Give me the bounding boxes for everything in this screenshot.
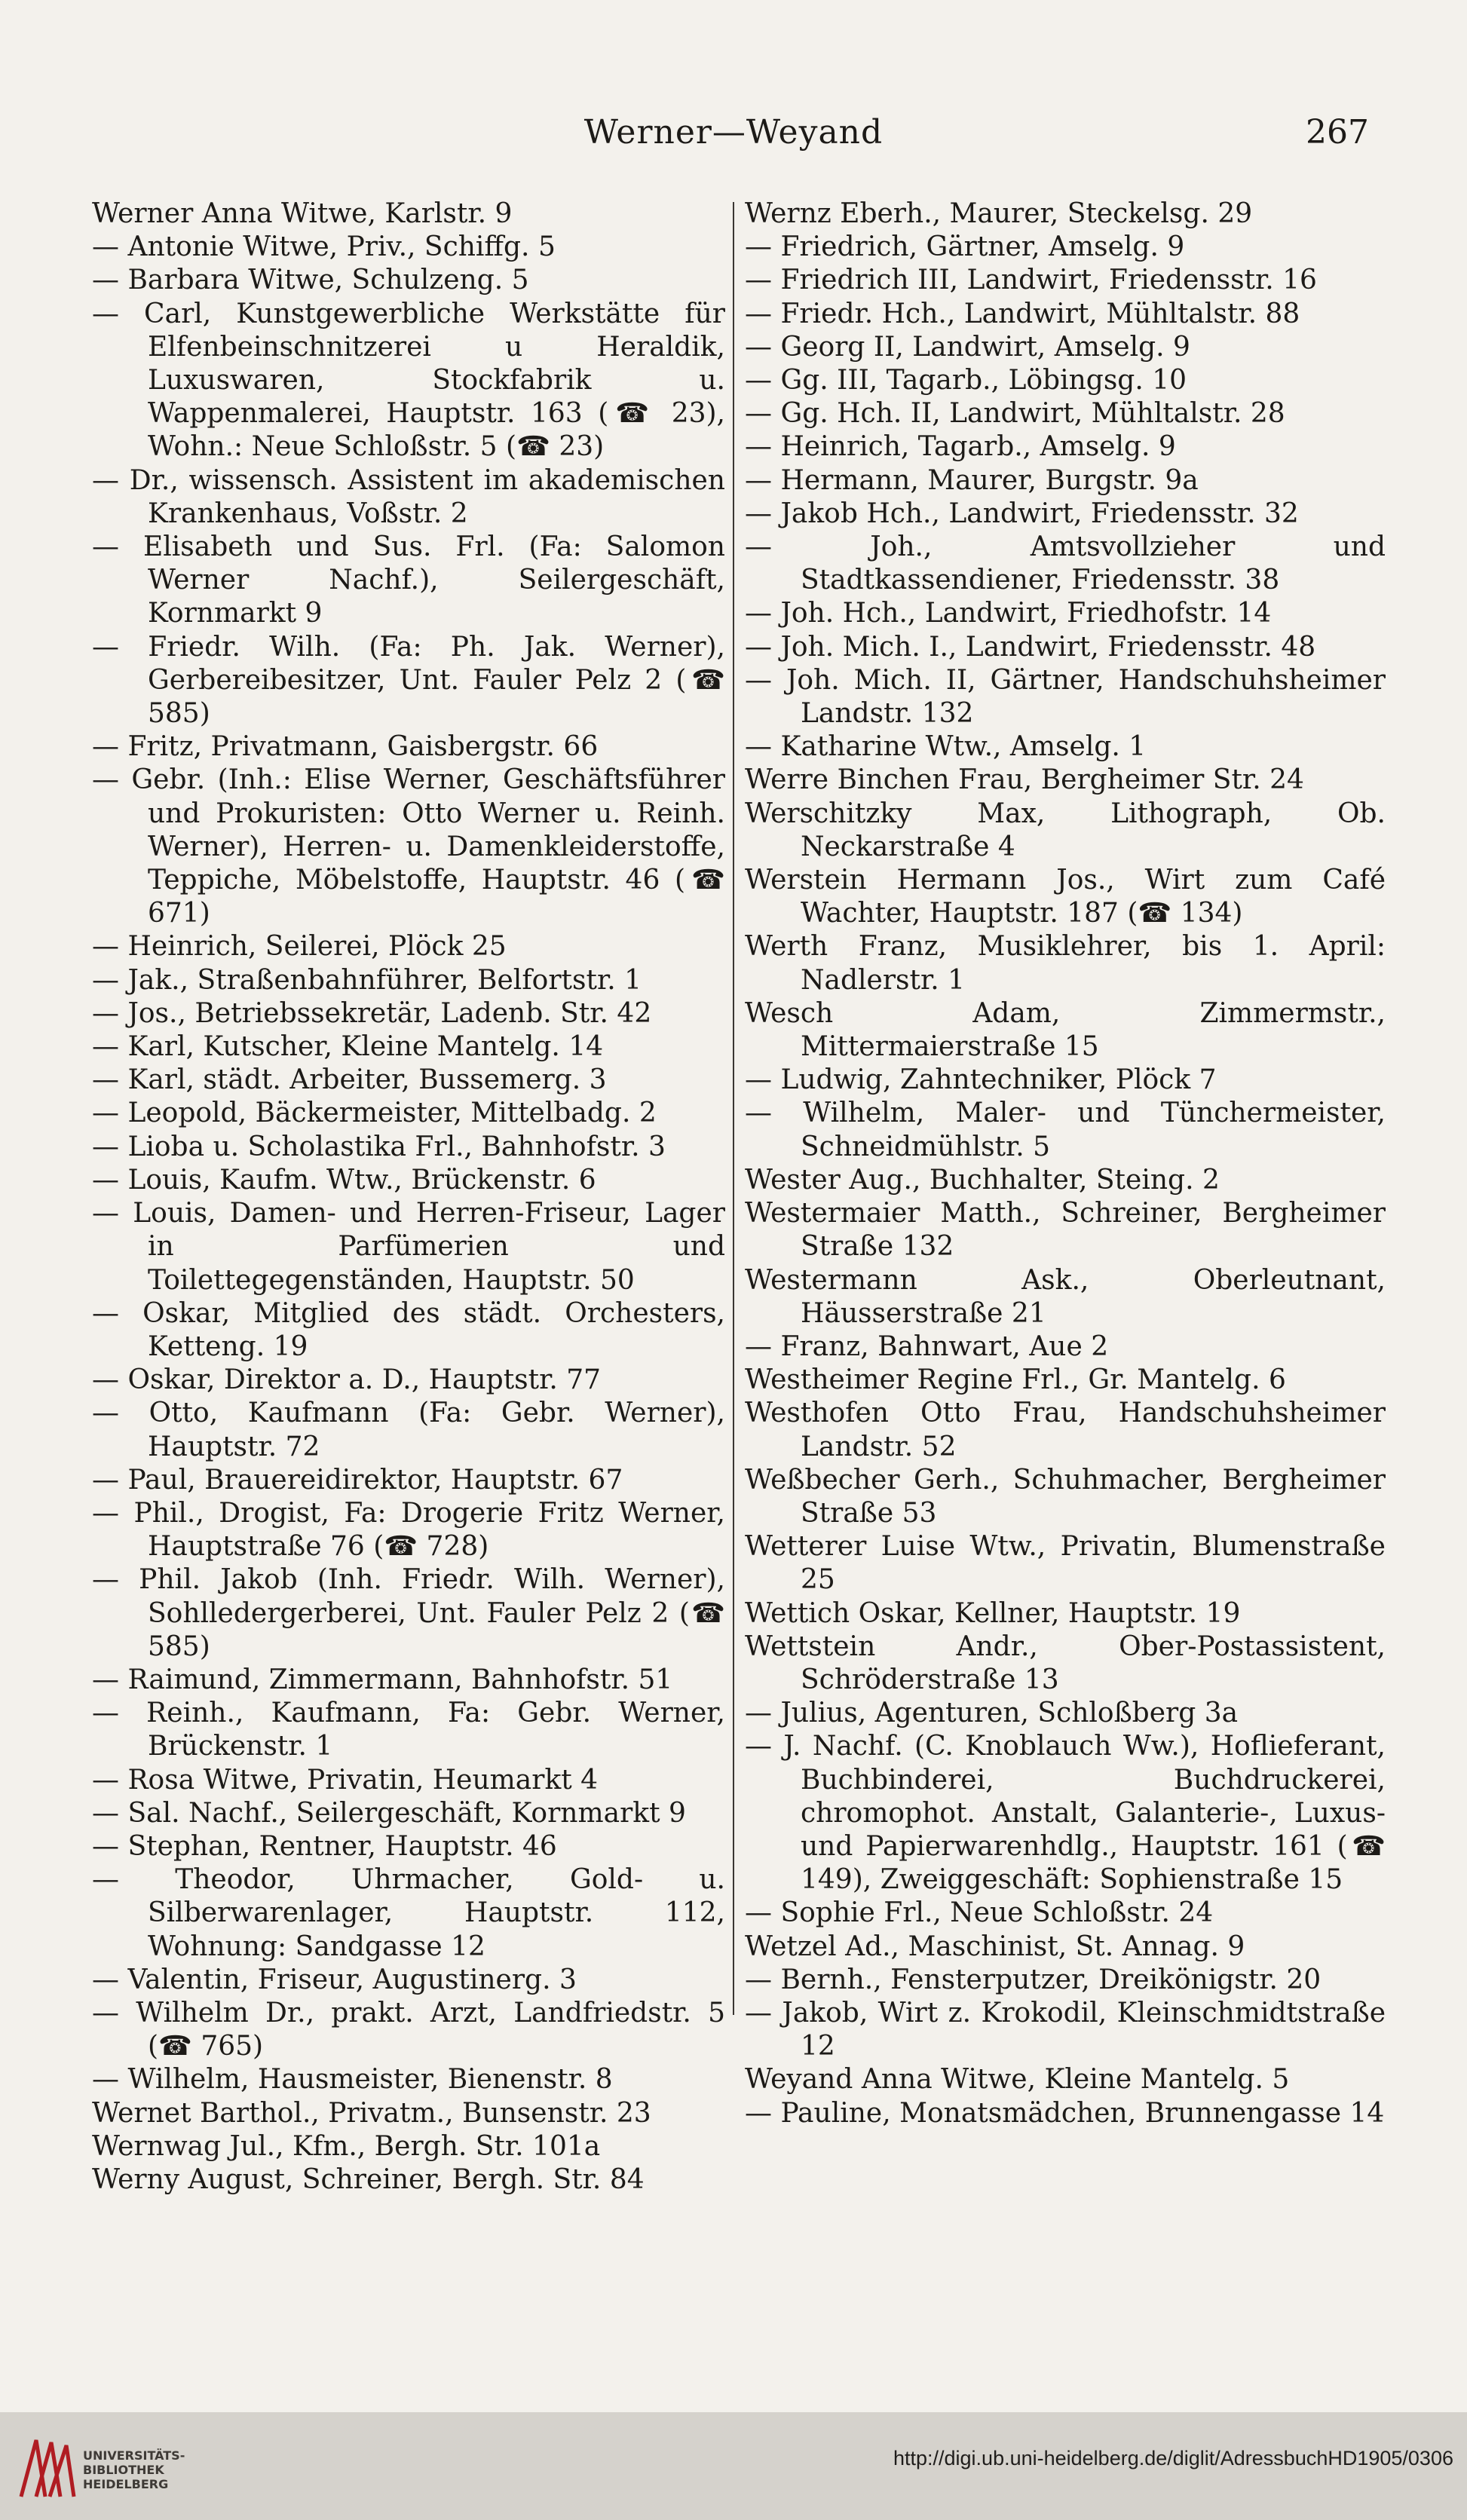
directory-entry: — Franz, Bahnwart, Aue 2 (745, 1330, 1109, 1362)
directory-entry: Wetzel Ad., Maschinist, St. Annag. 9 (745, 1931, 1245, 1962)
running-head: Werner—Weyand (583, 113, 884, 152)
source-url-link[interactable]: http://digi.ub.uni-heidelberg.de/diglit/AdressbuchHD1905/0306 (893, 2447, 1453, 2469)
directory-entry: Werstein Hermann Jos., Wirt zum Café Wachter, Hauptstr. 187 (☎ 134) (745, 865, 1386, 929)
directory-entry: — Jos., Betriebssekretär, Ladenb. Str. 42 (92, 997, 652, 1029)
library-name-line-3: HEIDELBERG (83, 2477, 169, 2491)
library-seal-icon (14, 2429, 78, 2504)
directory-entry: — Dr., wissensch. Assistent im akademischen Krankenhaus, Voßstr. 2 (92, 464, 725, 529)
directory-entry: — Raimund, Zimmermann, Bahnhofstr. 51 (92, 1664, 673, 1695)
directory-entry: Wesch Adam, Zimmermstr., Mittermaierstraße 15 (745, 997, 1386, 1063)
directory-entry: — Julius, Agenturen, Schloßberg 3a (745, 1698, 1239, 1729)
library-name (83, 2448, 185, 2491)
directory-entry: Weßbecher Gerh., Schuhmacher, Bergheimer Straße 53 (745, 1464, 1386, 1529)
page-header (0, 113, 1467, 166)
directory-entry: Werschitzky Max, Lithograph, Ob. Neckarstraße 4 (745, 798, 1386, 862)
directory-entry: — Wilhelm, Hausmeister, Bienenstr. 8 (92, 2064, 613, 2096)
directory-entry: — Paul, Brauereidirektor, Hauptstr. 67 (92, 1464, 623, 1496)
directory-entry: — Louis, Damen- und Herren-Friseur, Lager in Parfümerien und Toilettegegenständen, Hauptstr. 50 (92, 1198, 725, 1296)
column-divider (733, 202, 734, 2015)
directory-entry: — Joh. Hch., Landwirt, Friedhofstr. 14 (745, 598, 1272, 629)
directory-entry: — Friedr. Wilh. (Fa: Ph. Jak. Werner), Gerbereibesitzer, Unt. Fauler Pelz 2 (☎ 585) (92, 631, 725, 730)
directory-entry: — Ludwig, Zahntechniker, Plöck 7 (745, 1064, 1217, 1096)
directory-entry: Wettstein Andr., Ober-Postassistent, Schröderstraße 13 (745, 1630, 1386, 1695)
directory-entry: — Oskar, Mitglied des städt. Orchesters, Ketteng. 19 (92, 1297, 725, 1362)
library-name-line-1: UNIVERSITÄTS- (83, 2448, 185, 2463)
directory-entry: — Pauline, Monatsmädchen, Brunnengasse 14 (745, 2097, 1385, 2129)
directory-entry: Weyand Anna Witwe, Kleine Mantelg. 5 (745, 2064, 1290, 2096)
directory-entry: Wester Aug., Buchhalter, Steing. 2 (745, 1164, 1220, 1196)
directory-entry: — Antonie Witwe, Priv., Schiffg. 5 (92, 231, 556, 263)
directory-entry: — Bernh., Fensterputzer, Dreikönigstr. 20 (745, 1964, 1322, 1995)
directory-entry: Werner Anna Witwe, Karlstr. 9 (92, 198, 513, 229)
directory-entry: — Katharine Wtw., Amselg. 1 (745, 731, 1147, 763)
directory-entry: — Joh. Mich. I., Landwirt, Friedensstr. 48 (745, 631, 1316, 663)
directory-entry: — Jakob Hch., Landwirt, Friedensstr. 32 (745, 498, 1299, 529)
directory-entry: — Phil., Drogist, Fa: Drogerie Fritz Werner, Hauptstraße 76 (☎ 728) (92, 1497, 725, 1563)
directory-entry: — Heinrich, Seilerei, Plöck 25 (92, 931, 507, 963)
directory-entry: — Heinrich, Tagarb., Amselg. 9 (745, 431, 1176, 463)
directory-entry: — Reinh., Kaufmann, Fa: Gebr. Werner, Brückenstr. 1 (92, 1698, 725, 1762)
directory-entry: Werth Franz, Musiklehrer, bis 1. April: Nadlerstr. 1 (745, 931, 1386, 996)
directory-entry: — Valentin, Friseur, Augustinerg. 3 (92, 1964, 577, 1995)
directory-entry: Wettich Oskar, Kellner, Hauptstr. 19 (745, 1597, 1241, 1629)
directory-entry: — Wilhelm Dr., prakt. Arzt, Landfriedstr. 5 (☎ 765) (92, 1997, 725, 2062)
directory-entry: — Sophie Frl., Neue Schloßstr. 24 (745, 1897, 1214, 1929)
page-number: 267 (1306, 113, 1369, 152)
directory-entry: — Friedrich III, Landwirt, Friedensstr. 16 (745, 265, 1317, 296)
directory-entry: — Friedrich, Gärtner, Amselg. 9 (745, 231, 1185, 263)
directory-entry: — Georg II, Landwirt, Amselg. 9 (745, 331, 1190, 363)
directory-entry: — Karl, Kutscher, Kleine Mantelg. 14 (92, 1031, 604, 1063)
directory-entry: — Rosa Witwe, Privatin, Heumarkt 4 (92, 1764, 599, 1796)
directory-entry: Werre Binchen Frau, Bergheimer Str. 24 (745, 764, 1304, 796)
directory-entry: — Carl, Kunstgewerbliche Werkstätte für Elfenbeinschnitzerei u Heraldik, Luxuswaren, Stockfabrik u. Wappenmalerei, Hauptstr. 163 (☎ 23), Wohn.: Neue Schloßstr. 5 (☎ 23) (92, 298, 725, 463)
directory-entry: Westhofen Otto Frau, Handschuhsheimer Landstr. 52 (745, 1398, 1386, 1462)
directory-entry: Wernz Eberh., Maurer, Steckelsg. 29 (745, 198, 1253, 229)
library-logo (14, 2429, 202, 2504)
directory-entry: — Wilhelm, Maler- und Tünchermeister, Schneidmühlstr. 5 (745, 1098, 1386, 1162)
directory-entry: — Jak., Straßenbahnführer, Belfortstr. 1 (92, 964, 642, 996)
directory-entry: — Fritz, Privatmann, Gaisbergstr. 66 (92, 731, 599, 763)
directory-entry: — Karl, städt. Arbeiter, Bussemerg. 3 (92, 1064, 607, 1096)
right-column (745, 197, 1386, 2130)
directory-entry: — Hermann, Maurer, Burgstr. 9a (745, 464, 1199, 496)
directory-entry: — Leopold, Bäckermeister, Mittelbadg. 2 (92, 1098, 657, 1129)
directory-entry: Werny August, Schreiner, Bergh. Str. 84 (92, 2163, 645, 2195)
directory-entry: — Friedr. Hch., Landwirt, Mühltalstr. 88 (745, 298, 1300, 329)
directory-entry: — Elisabeth und Sus. Frl. (Fa: Salomon Werner Nachf.), Seilergeschäft, Kornmarkt 9 (92, 531, 725, 629)
left-column (92, 197, 725, 2197)
directory-entry: — Stephan, Rentner, Hauptstr. 46 (92, 1830, 557, 1862)
directory-entry: — Gg. Hch. II, Landwirt, Mühltalstr. 28 (745, 398, 1285, 430)
directory-entry: — Gebr. (Inh.: Elise Werner, Geschäftsführer und Prokuristen: Otto Werner u. Reinh. Werner), Herren- u. Damenkleiderstoffe, Teppiche, Möbelstoffe, Hauptstr. 46 (☎ 671) (92, 764, 725, 929)
directory-entry: — Lioba u. Scholastika Frl., Bahnhofstr. 3 (92, 1131, 666, 1162)
directory-entry: — Louis, Kaufm. Wtw., Brückenstr. 6 (92, 1164, 596, 1196)
directory-entry: Westermaier Matth., Schreiner, Bergheimer Straße 132 (745, 1198, 1386, 1263)
directory-entry: Wernwag Jul., Kfm., Bergh. Str. 101a (92, 2130, 601, 2162)
directory-entry: — Theodor, Uhrmacher, Gold- u. Silberwarenlager, Hauptstr. 112, Wohnung: Sandgasse 12 (92, 1864, 725, 1962)
library-name-line-2: BIBLIOTHEK (83, 2463, 164, 2477)
directory-entry: Westermann Ask., Oberleutnant, Häusserstraße 21 (745, 1264, 1386, 1329)
directory-entry: — Oskar, Direktor a. D., Hauptstr. 77 (92, 1364, 602, 1396)
directory-entry: — Sal. Nachf., Seilergeschäft, Kornmarkt 9 (92, 1797, 686, 1829)
directory-entry: — J. Nachf. (C. Knoblauch Ww.), Hoflieferant, Buchbinderei, Buchdruckerei, chromophot. Anstalt, Galanterie-, Luxus- und Papierwarenhdlg., Hauptstr. 161 (☎ 149), Zweiggeschäft: Sophienstraße 15 (745, 1731, 1386, 1896)
footer-bar (0, 2412, 1467, 2520)
directory-entry: Wetterer Luise Wtw., Privatin, Blumenstraße 25 (745, 1531, 1386, 1596)
directory-entry: Wernet Barthol., Privatm., Bunsenstr. 23 (92, 2097, 651, 2129)
directory-entry: Westheimer Regine Frl., Gr. Mantelg. 6 (745, 1364, 1286, 1396)
directory-entry: — Gg. III, Tagarb., Löbingsg. 10 (745, 365, 1187, 397)
directory-entry: — Otto, Kaufmann (Fa: Gebr. Werner), Hauptstr. 72 (92, 1398, 725, 1462)
directory-entry: — Joh., Amtsvollzieher und Stadtkassendiener, Friedensstr. 38 (745, 531, 1386, 596)
directory-entry: — Phil. Jakob (Inh. Friedr. Wilh. Werner), Sohlledergerberei, Unt. Fauler Pelz 2 (☎ 585) (92, 1564, 725, 1662)
directory-entry: — Barbara Witwe, Schulzeng. 5 (92, 265, 529, 296)
directory-entry: — Jakob, Wirt z. Krokodil, Kleinschmidtstraße 12 (745, 1997, 1386, 2062)
directory-entry: — Joh. Mich. II, Gärtner, Handschuhsheimer Landstr. 132 (745, 664, 1386, 730)
